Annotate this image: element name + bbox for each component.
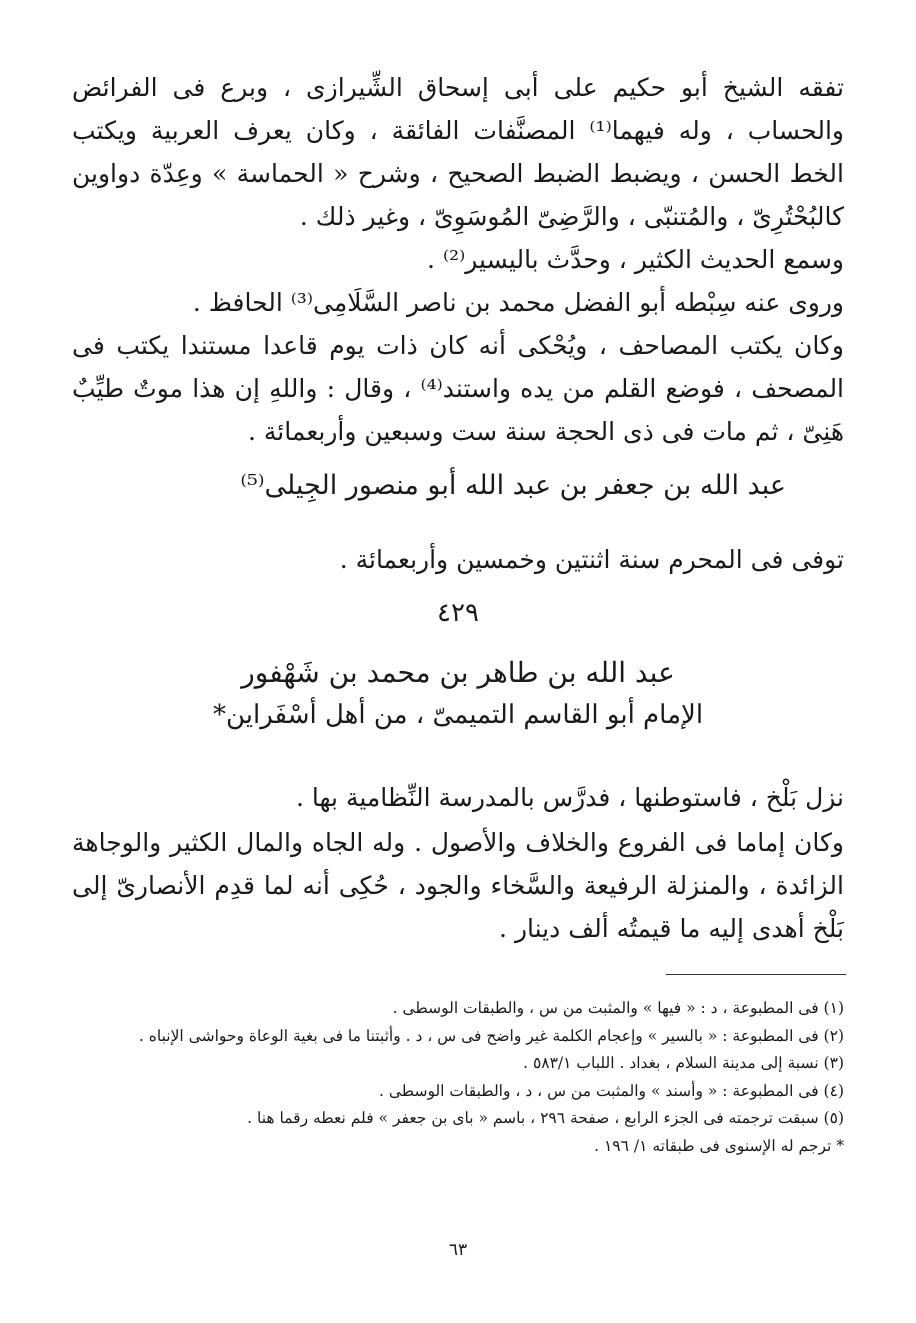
paragraph-hadith: وسمع الحديث الكثير ، وحدَّث باليسير⁽²⁾ .: [427, 245, 844, 274]
entry-429-body: [72, 776, 844, 950]
entry-heading-jili: عبد الله بن جعفر بن عبد الله أبو منصور الجِيلى⁽⁵⁾: [240, 470, 786, 501]
paragraph-imam: وكان إماما فى الفروع والخلاف والأصول . وله الجاه والمال الكثير والوجاهة الزائدة ، والمنزلة الرفيعة والسَّخاء والجود ، حُكِى أنه لما قدِم الأنصارىّ إلى بَلْخ أهدى إليه ما قيمتُه ألف دينار .: [72, 828, 844, 943]
paragraph-death: وكان يكتب المصاحف ، ويُحْكى أنه كان ذات يوم قاعدا مستندا يكتب فى المصحف ، فوضع القلم من يده واستند⁽⁴⁾ ، وقال : واللهِ إن هذا موتٌ طيِّبٌ هَنِىّ ، ثم مات فى ذى الحجة سنة ست وسبعين وأربعمائة .: [72, 331, 845, 446]
paragraph-balkh: نزل بَلْخ ، فاستوطنها ، فدرَّس بالمدرسة النِّظامية بها .: [296, 783, 844, 812]
footnote-5: (٥) سبقت ترجمته فى الجزء الرابع ، صفحة ٢٩٦ ، باسم « باى بن جعفر » فلم نعطه رقما هنا .: [247, 1109, 844, 1127]
footnote-star: * ترجم له الإسنوى فى طبقاته ١/ ١٩٦ .: [594, 1136, 844, 1155]
page-number: ٦٣: [448, 1240, 468, 1260]
footnote-3: (٣) نسبة إلى مدينة السلام ، بغداد . اللباب ٥٨٣/١ .: [523, 1054, 844, 1072]
footnote-divider: [666, 974, 846, 975]
footnote-1: (١) فى المطبوعة ، د : « فيها » والمثبت من س ، والطبقات الوسطى .: [392, 999, 844, 1017]
footnote-4: (٤) فى المطبوعة : « وأسند » والمثبت من س ، د ، والطبقات الوسطى .: [378, 1081, 844, 1100]
paragraph-jili-death: توفى فى المحرم سنة اثنتين وخمسين وأربعمائة .: [339, 545, 844, 574]
footnotes: [72, 995, 844, 1160]
footnote-2: (٢) فى المطبوعة : « بالسير » وإعجام الكلمة غير واضح فى س ، د . وأثبتنا ما فى بغية الوعاة وحواشى الإنباه .: [138, 1026, 844, 1045]
entry-heading-name: عبد الله بن طاهر بن محمد بن شَهْفور: [241, 656, 675, 689]
biography-continuation: [72, 66, 844, 453]
entry-jili-death: [72, 538, 844, 581]
paragraph-study: تفقه الشيخ أبو حكيم على أبى إسحاق الشِّيرازى ، وبرع فى الفرائض والحساب ، وله فيهما⁽¹⁾ المصنَّفات الفائقة ، وكان يعرف العربية ويكتب الخط الحسن ، ويضبط الضبط الصحيح ، وشرح « الحماسة » وعِدّة دواوين كالبُحْتُرِىّ ، والمُتنبّى ، والرَّضِىّ المُوسَوِىّ ، وغير ذلك .: [72, 73, 844, 231]
entry-number: ٤٢٩: [437, 598, 479, 628]
entry-heading-kunya: الإمام أبو القاسم التميمىّ ، من أهل أسْفَراين*: [212, 700, 704, 730]
paragraph-narrators: وروى عنه سِبْطه أبو الفضل محمد بن ناصر السَّلَامِى⁽³⁾ الحافظ .: [192, 288, 844, 317]
